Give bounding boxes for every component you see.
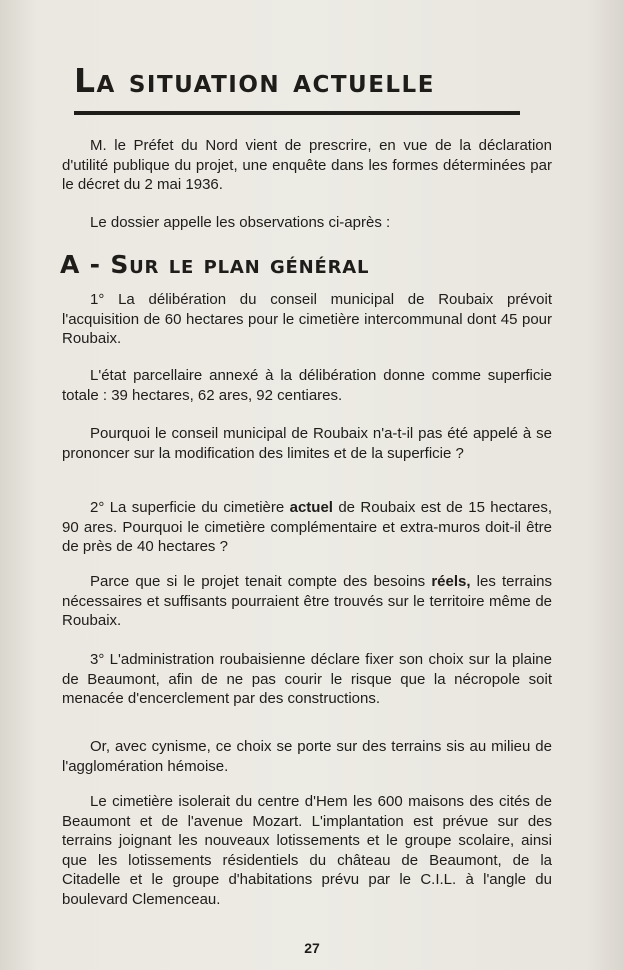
emphasis-reels: réels, [431,573,471,590]
paragraph-superficie-start: 2° La superficie du cimetière [90,499,290,516]
paragraph-superficie [62,498,552,557]
page-number: 27 [304,940,320,956]
intro-paragraph-2: Le dossier appelle les observations ci-après : [90,214,391,231]
paragraph-besoins-reels [62,572,552,631]
paragraph-choix-beaumont: 3° L'administration roubaisienne déclare fixer son choix sur la plaine de Beaumont, afin de ne pas courir le risque que la nécropole soit menacée d'encerclement par des constructions. [62,651,552,707]
paragraph-cynisme: Or, avec cynisme, ce choix se porte sur des terrains sis au milieu de l'agglomération hémoise. [62,738,552,775]
paragraph-etat-parcellaire: L'état parcellaire annexé à la délibération donne comme superficie totale : 39 hectares, 62 ares, 92 centiares. [62,367,552,404]
page-title: La situation actuelle [74,61,435,100]
paragraph-acquisition: 1° La délibération du conseil municipal de Roubaix prévoit l'acquisition de 60 hectares pour le cimetière intercommunal dont 45 pour Roubaix. [62,291,552,347]
paragraph-besoins-start: Parce que si le projet tenait compte des besoins [90,573,432,590]
paragraph-question-conseil: Pourquoi le conseil municipal de Roubaix n'a-t-il pas été appelé à se prononcer sur la modification des limites et de la superficie ? [62,425,552,462]
title-underline [74,111,520,115]
paragraph-superficie-end: de Roubaix est de 15 hectares, 90 ares. Pourquoi le cimetière complémentaire et extra-muros doit-il être de près de 40 hectares ? [62,499,552,555]
section-heading: A - Sur le plan général [60,250,370,279]
intro-paragraph-1: M. le Préfet du Nord vient de prescrire, en vue de la déclaration d'utilité publique du projet, une enquête dans les formes déterminées par le décret du 2 mai 1936. [62,137,552,193]
paragraph-isolement: Le cimetière isolerait du centre d'Hem les 600 maisons des cités de Beaumont et de l'avenue Mozart. L'implantation est prévue sur des terrains joignant les nouveaux lotissements et le groupe scolaire, ainsi que les lotissements résidentiels du château de Beaumont, de la Citadelle et le groupe d'habitations prévu par le C.I.L. à l'angle du boulevard Clemenceau. [62,793,552,908]
paragraph-besoins-end: les terrains nécessaires et suffisants pourraient être trouvés sur le territoire même de Roubaix. [62,573,552,629]
emphasis-actuel: actuel [289,499,333,516]
